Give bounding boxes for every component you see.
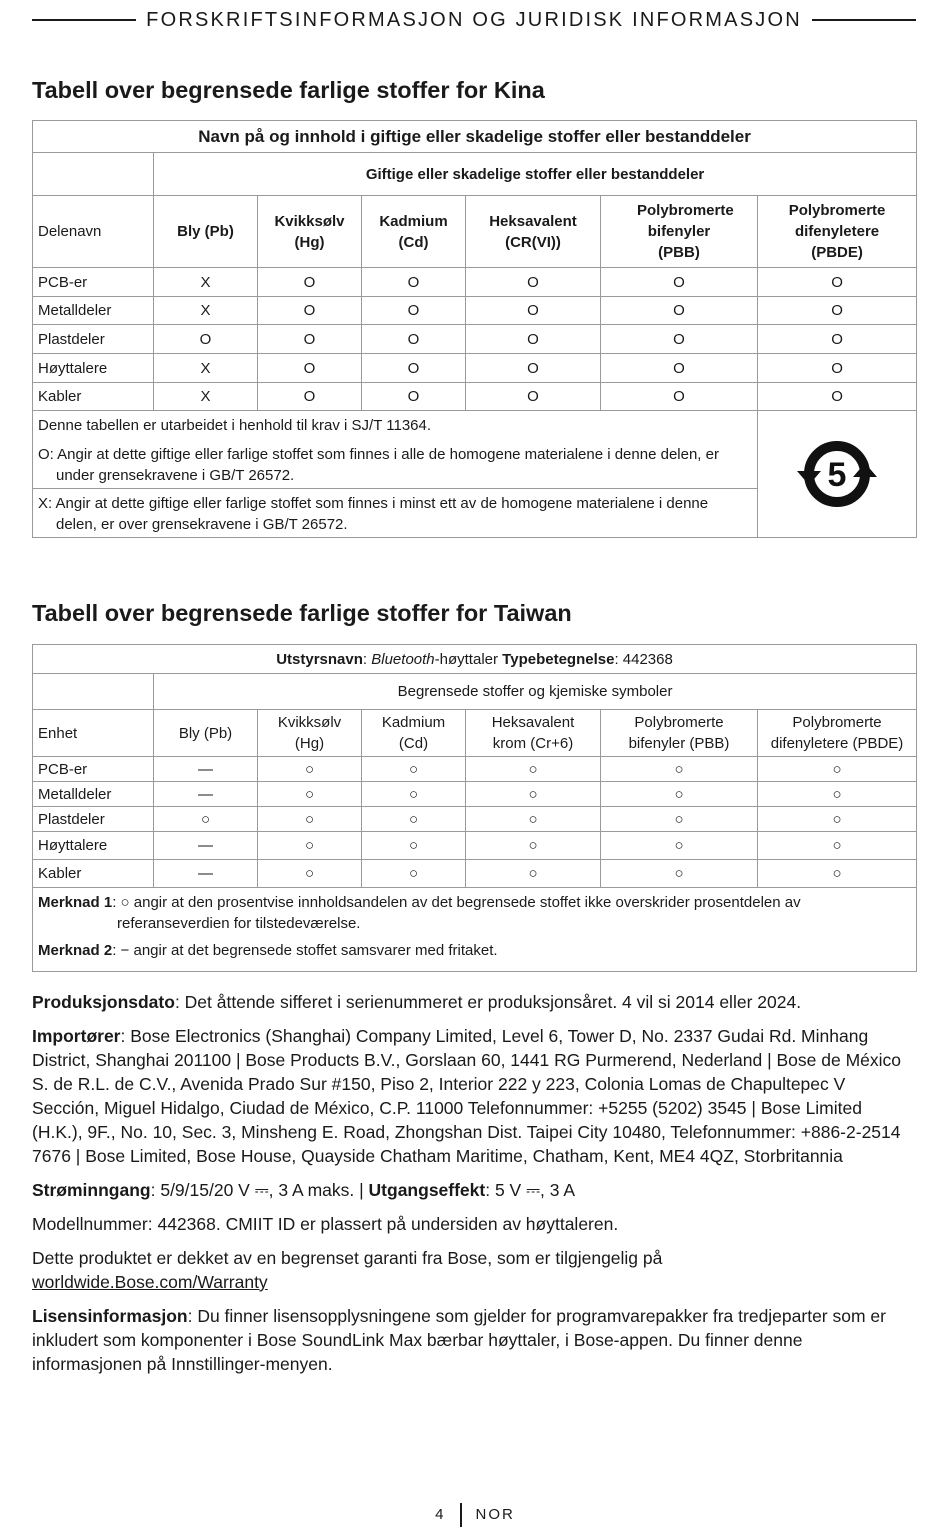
table-cell: ○ [258,832,362,860]
table-cell: ○ [466,832,601,860]
china-note-x: X: Angir at dette giftige eller farlige stoffet som finnes i minst ett av de homogene materialene i denne delen, er over grensekravene i GB/T 26572. [38,495,709,533]
china-notes [33,411,758,489]
china-efup-symbol [758,431,916,517]
note2-label: Merknad 2 [38,942,113,959]
table-cell: ○ [466,757,601,782]
table-cell: — [154,860,258,888]
table-cell: O [362,383,466,411]
importers [32,1024,916,1168]
table-cell: O [758,268,917,297]
table-cell: O [466,297,601,325]
china-heading: Tabell over begrensede farlige stoffer for Kina [32,77,545,103]
table-cell: ○ [601,832,758,860]
table-cell: O [601,297,758,325]
table-cell: X [154,383,258,411]
table-cell: ○ [758,860,917,888]
warranty-text: Dette produktet er dekket av en begrenset garanti fra Bose, som er tilgjengelig på [32,1248,663,1268]
china-group-header: Giftige eller skadelige stoffer eller bestanddeler [154,153,917,196]
table-cell: ○ [258,782,362,807]
table-cell: Metalldeler [33,782,154,807]
taiwan-col-header: Polybromerte difenyletere (PBDE) [758,710,917,757]
license-text: : Du finner lisensopplysningene som gjelder for programvarepakker fra tredjeparter som er inkludert som komponenter i Bose SoundLink Max bærbar høyttaler, i Bose-appen. Du finner denne informasjonen på Innstillinger-menyen. [32,1306,886,1374]
taiwan-equipment-row: Utstyrsnavn: Bluetooth-høyttaler Typebetegnelse: 442368 [33,645,917,674]
china-col-header: Delenavn [33,196,154,268]
china-note-standard: Denne tabellen er utarbeidet i henhold til krav i SJ/T 11364. [38,417,432,434]
table-cell: X [154,354,258,383]
warranty [32,1246,916,1294]
table-cell: X [154,297,258,325]
license-info [32,1304,916,1376]
taiwan-rohs-table [32,644,917,972]
table-cell: O [758,354,917,383]
table-cell: O [466,325,601,354]
table-row [33,807,917,832]
table-cell: O [466,383,601,411]
prod-label: Produksjonsdato [32,992,175,1012]
taiwan-notes [33,888,917,972]
note1-label: Merknad 1 [38,894,113,911]
table-cell: O [362,325,466,354]
production-date [32,990,916,1014]
china-table-title: Navn på og innhold i giftige eller skadelige stoffer eller bestanddeler [33,121,917,153]
table-cell: ○ [758,832,917,860]
table-cell: Plastdeler [33,325,154,354]
table-row [33,860,917,888]
footer-divider [460,1503,462,1527]
table-row [33,832,917,860]
table-cell: Plastdeler [33,807,154,832]
equip-label: Utstyrsnavn [276,650,363,668]
taiwan-col-header: Bly (Pb) [154,710,258,757]
equip-name-rest: -høyttaler [434,650,498,668]
table-cell: ○ [758,757,917,782]
table-cell: O [362,354,466,383]
table-cell: Metalldeler [33,297,154,325]
table-cell: ○ [362,807,466,832]
power-in-label: Strøminngang [32,1180,151,1200]
table-cell: — [154,782,258,807]
taiwan-col-header: Enhet [33,710,154,757]
power-out-value: : 5 V ⎓, 3 A [485,1180,576,1200]
china-note-o: O: Angir at dette giftige eller farlige stoffet som finnes i alle de homogene materialene i denne delen, er under grensekravene i GB/T 26572. [38,446,719,484]
note1-text: ○ angir at den prosentvise innholdsandelen av det begrensede stoffet ikke overskrider prosentdelen av referanseverdien for tilstedeværelse. [117,894,801,932]
header-rule-right [812,19,916,21]
imp-text: : Bose Electronics (Shanghai) Company Limited, Level 6, Tower D, No. 2337 Gudai Rd. Minhang District, Shanghai 201100 | Bose Products B.V., Gorslaan 60, 1441 RG Purmerend, Nederland | Bose de México S. de R.L. de C.V., Avenida Prado Sur #150, Piso 2, Interior 222 y 223, Colonia Lomas de Chapultepec V Sección, Miguel Hidalgo, Ciudad de México, C.P. 11000 Telefonnummer: +5255 (5202) 3545 | Bose Limited (H.K.), 9F., No. 10, Sec. 3, Minsheng E. Road, Zhongshan Dist. Taipei City 10480, Telefonnummer: +886-2-2514 7676 | Bose Limited, Bose House, Quayside Chatham Maritime, Chatham, Kent, ME4 4QZ, Storbritannia [32,1026,902,1166]
taiwan-col-header: Kadmium (Cd) [362,710,466,757]
page-number: 4 [435,1505,446,1523]
china-col-header: Kvikksølv (Hg) [258,196,362,268]
power-in-value: : 5/9/15/20 V ⎓, 3 A maks. | [150,1180,369,1200]
equip-name-italic: Bluetooth [371,650,435,668]
table-cell: O [258,383,362,411]
china-col-header: Kadmium (Cd) [362,196,466,268]
table-row [33,757,917,782]
table-cell: O [466,268,601,297]
china-blank-cell [33,153,154,196]
table-cell: ○ [601,807,758,832]
table-cell: Kabler [33,383,154,411]
table-cell: ○ [154,807,258,832]
table-cell: ○ [758,782,917,807]
taiwan-col-header: Kvikksølv (Hg) [258,710,362,757]
license-label: Lisensinformasjon [32,1306,188,1326]
table-cell: O [601,325,758,354]
table-cell: O [362,268,466,297]
table-cell: O [758,325,917,354]
warranty-link[interactable]: worldwide.Bose.com/Warranty [32,1272,268,1292]
table-cell: Høyttalere [33,832,154,860]
table-row [33,297,917,325]
note2-text: − angir at det begrensede stoffet samsvarer med fritaket. [120,942,498,959]
taiwan-col-header: Heksavalent krom (Cr+6) [466,710,601,757]
imp-label: Importører [32,1026,121,1046]
type-value: 442368 [622,650,673,668]
table-cell: ○ [466,860,601,888]
table-cell: ○ [362,832,466,860]
table-cell: O [258,268,362,297]
prod-text: : Det åttende sifferet i serienummeret er produksjonsåret. 4 vil si 2014 eller 2024. [174,992,802,1012]
taiwan-note-1: Merknad 1: ○ angir at den prosentvise innholdsandelen av det begrensede stoffet ikke overskrider prosentdelen av referanseverdien for tilstedeværelse. [38,894,801,932]
china-col-header: Polybromerte bifenyler (PBB) [601,196,758,268]
table-cell: O [758,383,917,411]
table-cell: ○ [466,807,601,832]
taiwan-note-2: Merknad 2: − angir at det begrensede stoffet samsvarer med fritaket. [38,942,498,959]
china-notes-x [33,489,758,538]
table-cell: O [758,297,917,325]
table-row [33,325,917,354]
table-row [33,782,917,807]
table-cell: O [154,325,258,354]
regulatory-info [32,990,916,1386]
table-cell: O [601,383,758,411]
table-cell: Kabler [33,860,154,888]
table-cell: O [601,354,758,383]
table-cell: O [362,297,466,325]
table-cell: X [154,268,258,297]
table-cell: ○ [601,860,758,888]
table-cell: O [258,354,362,383]
table-cell: ○ [258,807,362,832]
taiwan-blank-cell [33,674,154,710]
table-cell: ○ [258,860,362,888]
table-cell: O [466,354,601,383]
table-row [33,354,917,383]
china-col-header: Heksavalent (CR(VI)) [466,196,601,268]
table-cell: — [154,757,258,782]
table-cell: ○ [258,757,362,782]
table-cell: PCB-er [33,268,154,297]
page-footer [0,1503,950,1527]
table-cell: ○ [362,782,466,807]
taiwan-col-header: Polybromerte bifenyler (PBB) [601,710,758,757]
table-cell: O [258,297,362,325]
header-title: FORSKRIFTSINFORMASJON OG JURIDISK INFORMASJON [146,8,802,31]
table-cell: O [258,325,362,354]
table-row [33,268,917,297]
table-cell: O [601,268,758,297]
table-cell: Høyttalere [33,354,154,383]
recycle-5-icon [794,431,880,517]
china-symbol-cell [758,411,917,538]
table-cell: ○ [362,860,466,888]
page-header [32,6,916,34]
china-col-header: Polybromerte difenyletere (PBDE) [758,196,917,268]
table-cell: ○ [601,782,758,807]
symbol-number: 5 [827,456,847,494]
china-rohs-table [32,120,917,538]
taiwan-group-header: Begrensede stoffer og kjemiske symboler [154,674,917,710]
model-number: Modellnummer: 442368. CMIIT ID er plassert på undersiden av høyttaleren. [32,1214,619,1234]
power-info [32,1178,916,1202]
power-out-label: Utgangseffekt [368,1180,486,1200]
header-rule-left [32,19,136,21]
table-cell: ○ [758,807,917,832]
table-cell: ○ [466,782,601,807]
taiwan-heading: Tabell over begrensede farlige stoffer for Taiwan [32,600,572,626]
table-cell: — [154,832,258,860]
china-col-header: Bly (Pb) [154,196,258,268]
type-label: Typebetegnelse [502,650,615,668]
table-cell: ○ [601,757,758,782]
table-cell: PCB-er [33,757,154,782]
table-cell: ○ [362,757,466,782]
language-code: NOR [475,1505,515,1523]
table-row [33,383,917,411]
